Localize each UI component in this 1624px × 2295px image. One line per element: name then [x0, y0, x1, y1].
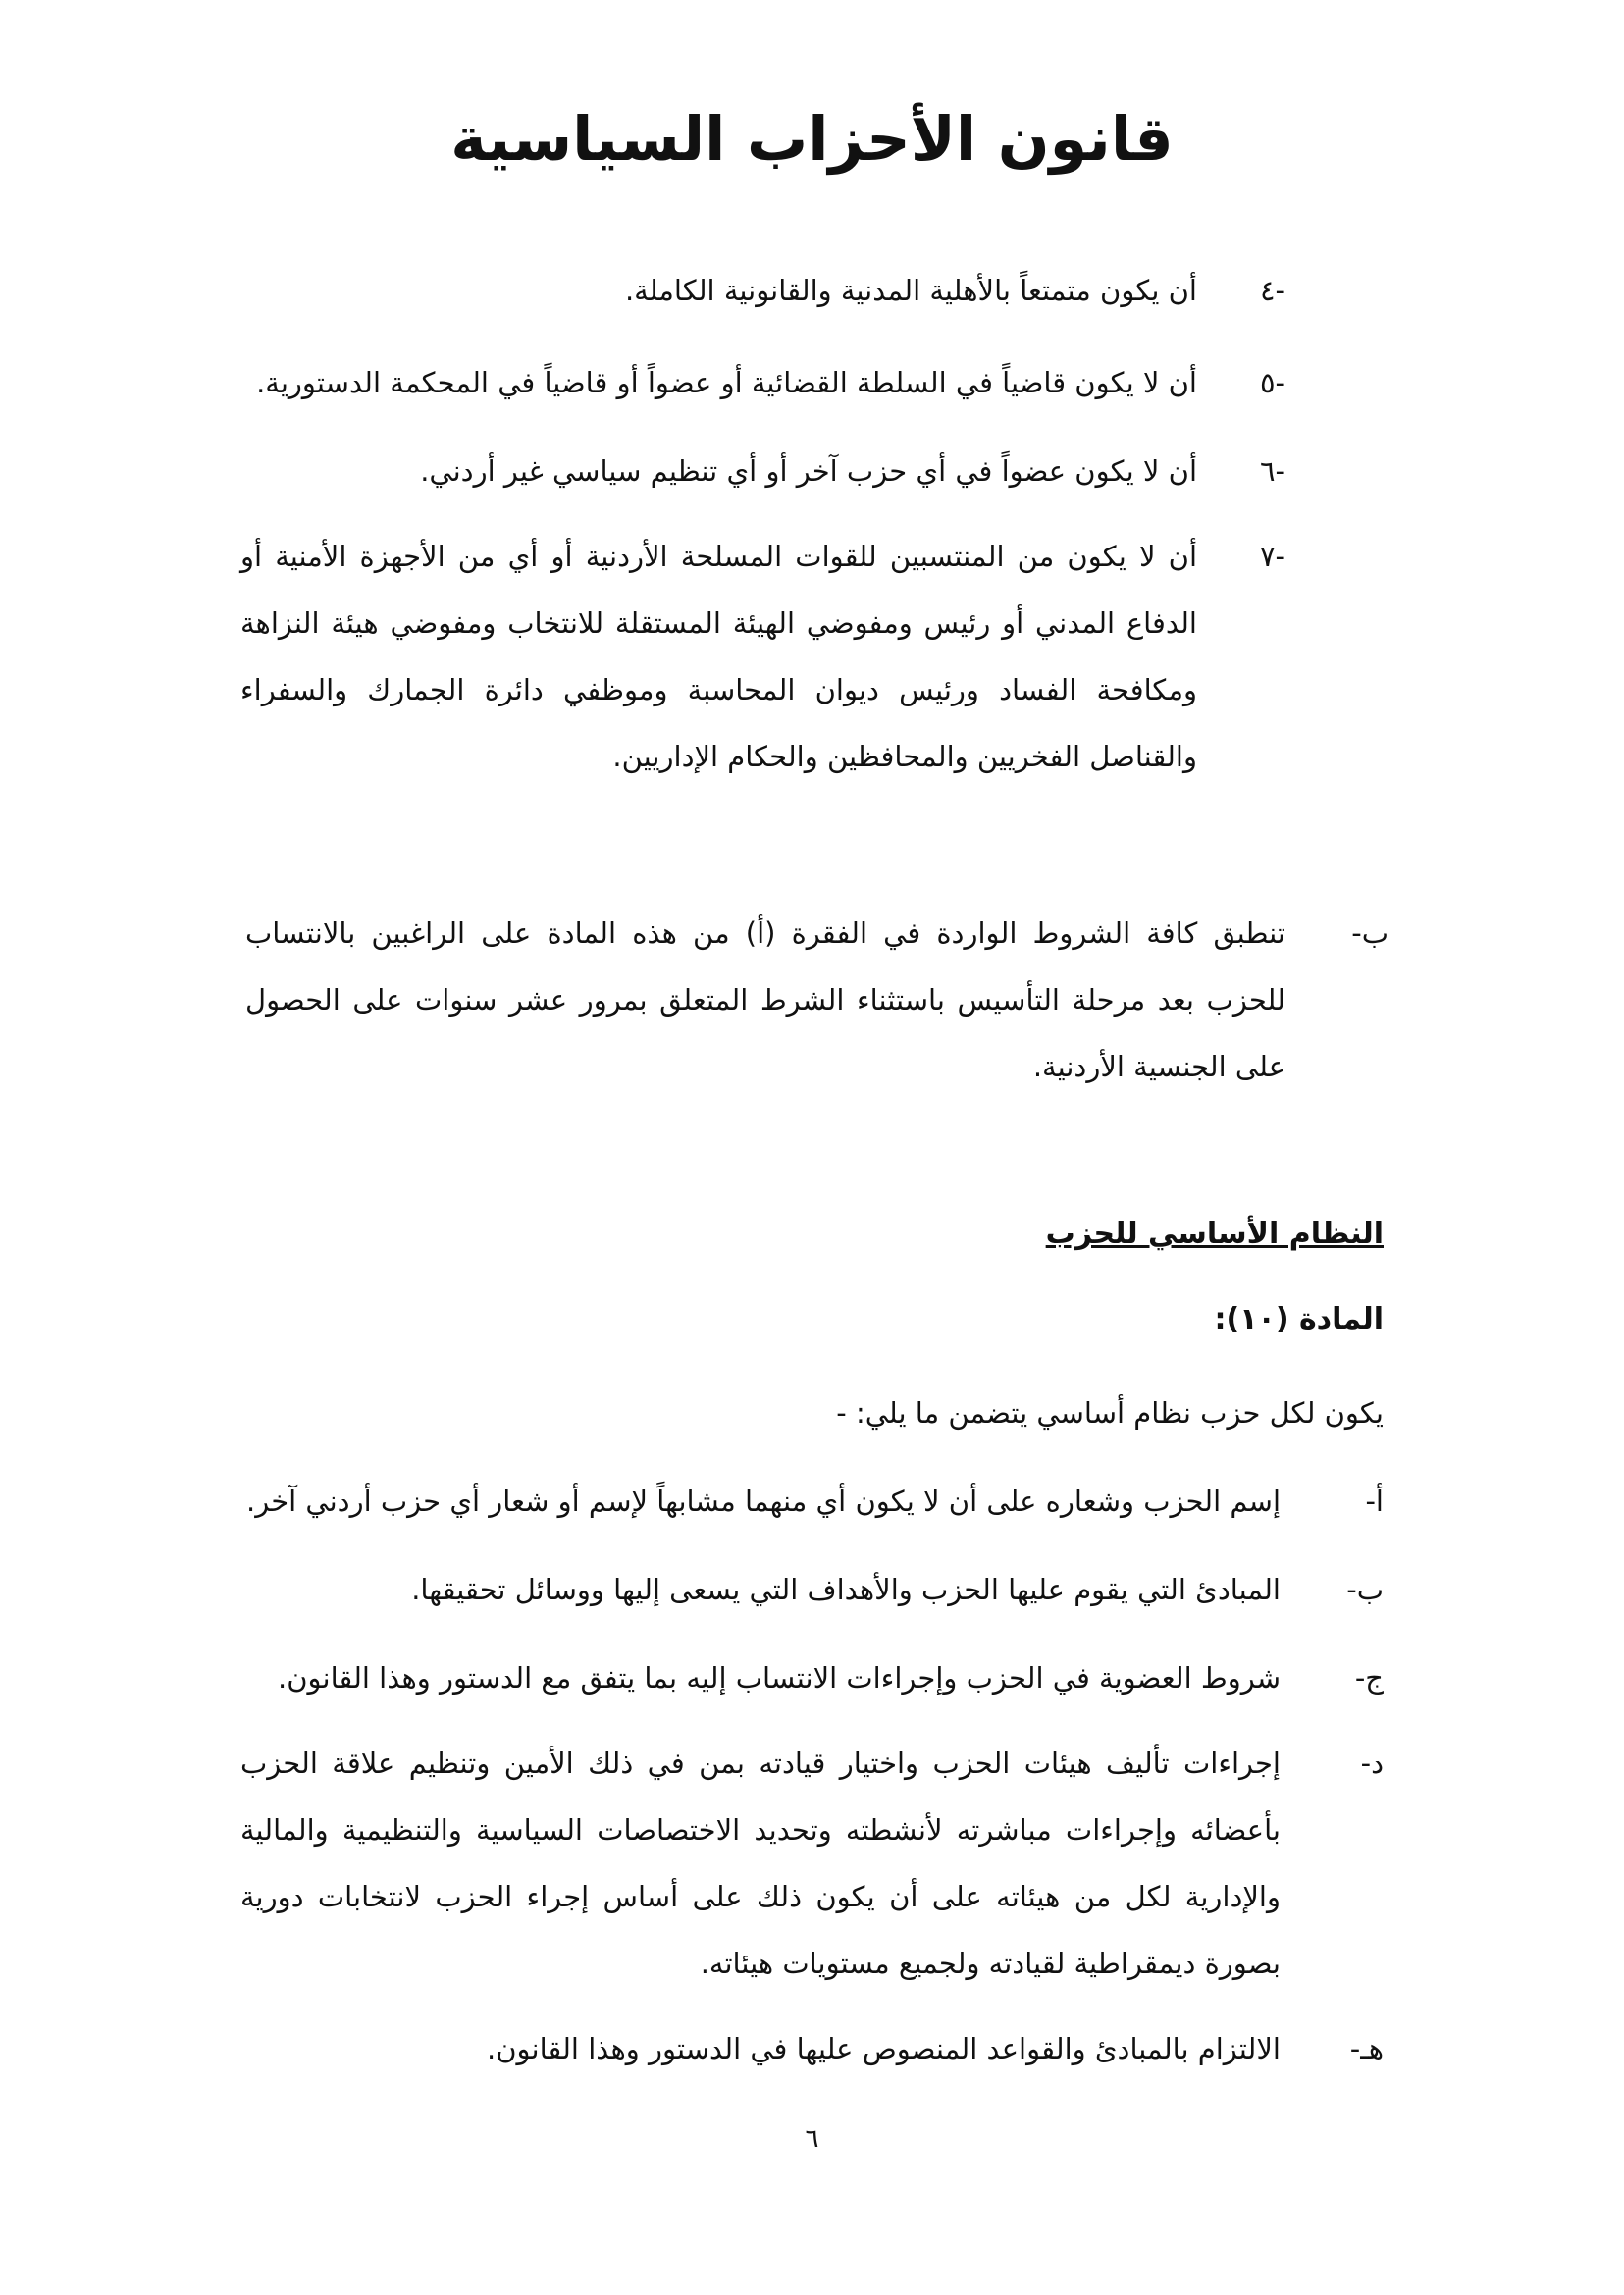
item-number: هـ- [1349, 2032, 1384, 2065]
page-number: ٦ [805, 2124, 819, 2154]
item-text: أن لا يكون من المنتسبين للقوات المسلحة الأردنية أو أي من الأجهزة الأمنية أو الدفاع المدني أو رئيس ومفوضي الهيئة المستقلة للانتخاب ومفوضي هيئة النزاهة ومكافحة الفساد ورئيس ديوان المحاسبة وموظفي دائرة الجمارك والسفراء والقناصل الفخريين والمحافظين والحكام الإداريين. [240, 540, 1197, 773]
item-number: ب- [1346, 1573, 1384, 1606]
section-heading: النظام الأساسي للحزب [1045, 1217, 1384, 1251]
item-text: إجراءات تأليف هيئات الحزب واختيار قيادته بمن في ذلك الأمين وتنظيم علاقة الحزب بأعضائه وإجراءات مباشرته لأنشطته وتحديد الاختصاصات السياسية والتنظيمية والمالية والإدارية لكل من هيئاته على أن يكون ذلك على أساس إجراء الحزب لانتخابات دورية بصورة ديمقراطية لقيادته ولجميع مستويات هيئاته. [240, 1747, 1281, 1980]
item-text: إسم الحزب وشعاره على أن لا يكون أي منهما مشابهاً لإسم أو شعار أي حزب أردني آخر. [246, 1485, 1281, 1518]
article-number: المادة (١٠): [1214, 1302, 1384, 1336]
item-number: أ- [1365, 1485, 1384, 1518]
item-text: أن لا يكون عضواً في أي حزب آخر أو أي تنظيم سياسي غير أردني. [420, 454, 1197, 488]
intro-text: يكون لكل حزب نظام أساسي يتضمن ما يلي: - [836, 1396, 1384, 1430]
item-text: أن لا يكون قاضياً في السلطة القضائية أو عضواً أو قاضياً في المحكمة الدستورية. [256, 366, 1197, 399]
item-number: -٧ [1259, 540, 1285, 573]
item-number: -٤ [1259, 274, 1285, 307]
item-text: المبادئ التي يقوم عليها الحزب والأهداف التي يسعى إليها ووسائل تحقيقها. [411, 1573, 1281, 1606]
item-number: ج- [1354, 1661, 1384, 1695]
item-text: الالتزام بالمبادئ والقواعد المنصوص عليها في الدستور وهذا القانون. [487, 2032, 1281, 2065]
document-title: قانون الأحزاب السياسية [450, 103, 1174, 175]
item-number: ب- [1351, 916, 1388, 950]
item-text: أن يكون متمتعاً بالأهلية المدنية والقانونية الكاملة. [624, 274, 1197, 307]
item-number: -٦ [1259, 454, 1285, 488]
item-number: د- [1360, 1747, 1384, 1780]
item-text: تنطبق كافة الشروط الواردة في الفقرة (أ) من هذه المادة على الراغبين بالانتساب للحزب بعد مرحلة التأسيس باستثناء الشرط المتعلق بمرور عشر سنوات على الحصول على الجنسية الأردنية. [245, 916, 1285, 1083]
item-number: -٥ [1259, 366, 1285, 399]
item-text: شروط العضوية في الحزب وإجراءات الانتساب إليه بما يتفق مع الدستور وهذا القانون. [278, 1661, 1281, 1695]
